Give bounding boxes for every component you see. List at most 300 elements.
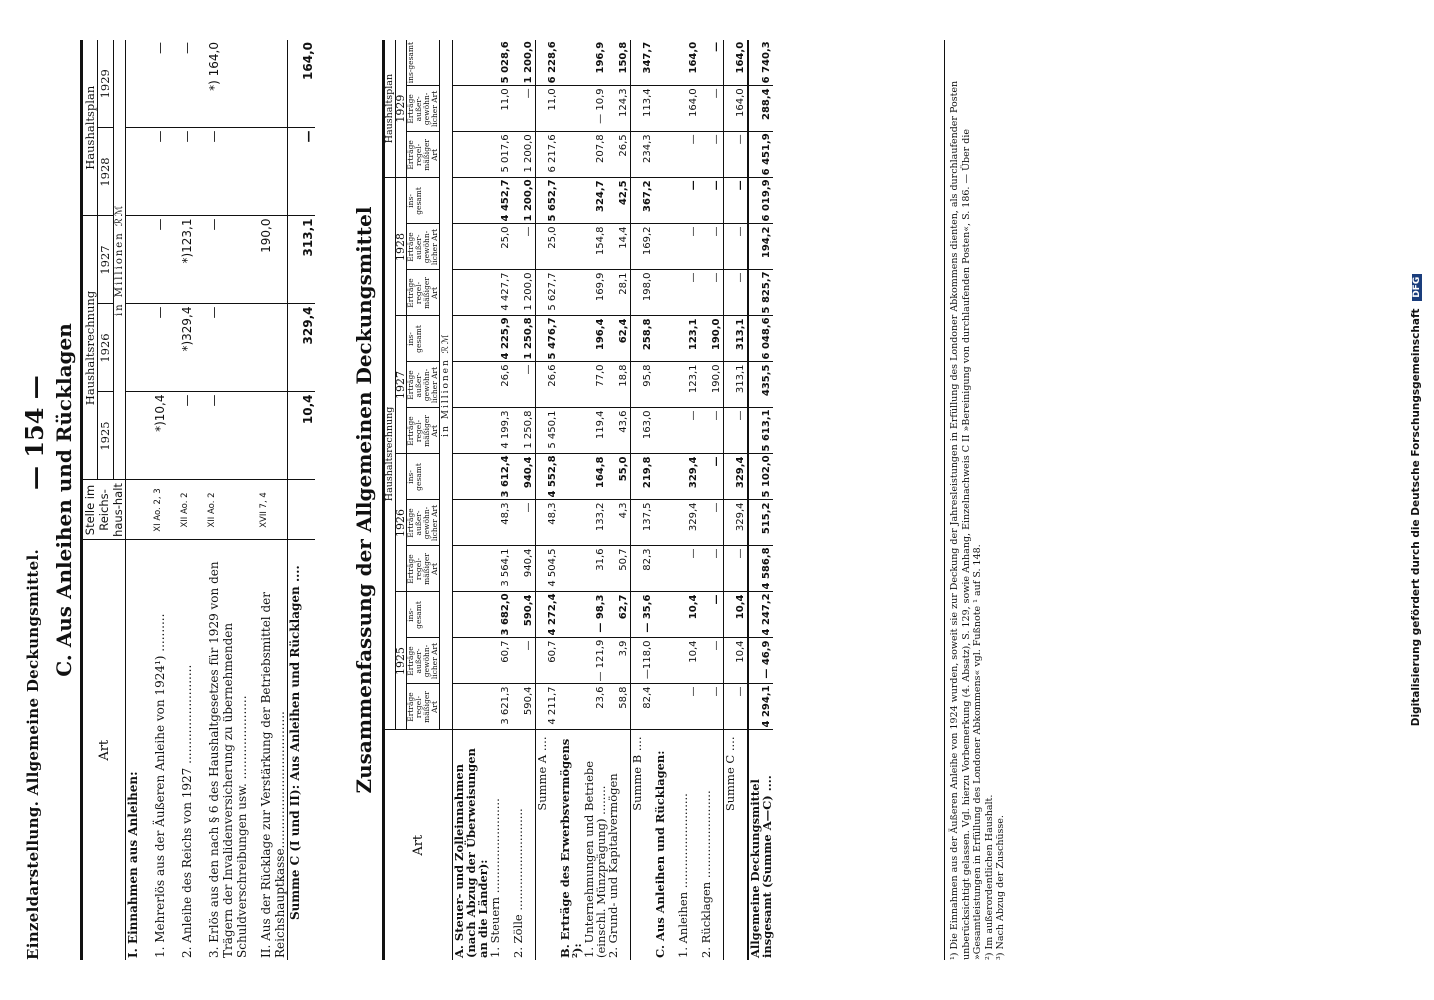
value-cell: —	[180, 392, 207, 480]
value-cell: —	[677, 178, 700, 224]
value-cell: —	[700, 40, 724, 86]
value-cell	[453, 316, 490, 362]
subhead: Erträge regel-mäßiger Art	[407, 132, 440, 178]
row-label: 2. Rücklagen ........................	[699, 790, 713, 958]
value-cell: —	[700, 546, 724, 592]
value-cell: 1 200,0	[512, 132, 536, 178]
value-cell: 55,0	[607, 454, 631, 500]
table-row	[654, 40, 677, 960]
subhead: Erträge regel-mäßiger Art	[407, 408, 440, 454]
group-haushaltsrechnung: Haushaltsrechnung	[82, 216, 98, 480]
value-cell	[654, 132, 677, 178]
value-cell: 82,3	[631, 546, 655, 592]
year-1926: 1926	[396, 454, 407, 592]
footnotes	[944, 40, 1007, 960]
table-row	[700, 40, 724, 960]
value-cell: 95,8	[631, 362, 655, 408]
section-c-table	[80, 40, 315, 960]
value-cell: 329,4	[677, 500, 700, 546]
value-cell: 82,4	[631, 684, 655, 730]
value-cell: —	[677, 270, 700, 316]
value-cell	[654, 684, 677, 730]
value-cell	[654, 178, 677, 224]
value-cell: —	[700, 592, 724, 638]
value-cell	[126, 392, 154, 480]
value-cell: 10,4	[724, 592, 749, 638]
row-label: Summe C ....	[723, 736, 737, 812]
value-cell: 198,0	[631, 270, 655, 316]
value-cell: —	[700, 178, 724, 224]
page-header	[20, 40, 50, 960]
value-cell	[559, 408, 583, 454]
value-cell: 329,4	[677, 454, 700, 500]
value-cell	[559, 86, 583, 132]
value-cell: 4 586,8	[748, 546, 773, 592]
value-cell: 26,6	[489, 362, 512, 408]
value-cell: 28,1	[607, 270, 631, 316]
table-row	[288, 40, 316, 960]
value-cell: 18,8	[607, 362, 631, 408]
year-1929: 1929	[396, 40, 407, 178]
subhead: Erträge außer-gewöhn-licher Art	[407, 362, 440, 408]
row-label: I. Einnahmen aus Anleihen:	[126, 771, 140, 958]
value-cell	[654, 40, 677, 86]
value-cell	[453, 178, 490, 224]
value-cell: 5 017,6	[489, 132, 512, 178]
value-cell	[654, 500, 677, 546]
value-cell: 329,4	[724, 454, 749, 500]
value-cell	[453, 592, 490, 638]
value-cell: 1 200,0	[512, 178, 536, 224]
year-1929: 1929	[98, 40, 113, 128]
value-cell: 164,0	[677, 40, 700, 86]
summary-title: Zusammenfassung der Allgemeinen Deckungsmittel	[352, 206, 376, 794]
value-cell: —	[153, 304, 180, 392]
value-cell: —	[724, 132, 749, 178]
value-cell: 1 250,8	[512, 316, 536, 362]
value-cell: —	[700, 684, 724, 730]
value-cell: 4 247,2	[748, 592, 773, 638]
value-cell: 4 272,4	[536, 592, 560, 638]
value-cell: —	[677, 408, 700, 454]
value-cell: 234,3	[631, 132, 655, 178]
value-cell: 48,3	[489, 500, 512, 546]
value-cell	[259, 392, 288, 480]
value-cell: —	[724, 178, 749, 224]
value-cell: 26,6	[536, 362, 560, 408]
value-cell: 367,2	[631, 178, 655, 224]
value-cell	[453, 40, 490, 86]
value-cell: 5 102,0	[748, 454, 773, 500]
value-cell: 137,5	[631, 500, 655, 546]
dfg-logo: DFG	[1412, 274, 1422, 301]
value-cell: 113,4	[631, 86, 655, 132]
value-cell: 4 427,7	[489, 270, 512, 316]
value-cell: —	[512, 638, 536, 684]
value-cell	[453, 684, 490, 730]
unit-label: in Millionen ℛℳ	[113, 40, 125, 480]
value-cell	[559, 500, 583, 546]
value-cell: 10,4	[288, 392, 316, 480]
year-1928: 1928	[98, 128, 113, 216]
value-cell: —	[207, 128, 259, 216]
value-cell: —	[677, 684, 700, 730]
subhead: Erträge außer-gewöhn-licher Art	[407, 86, 440, 132]
value-cell	[453, 224, 490, 270]
value-cell	[559, 270, 583, 316]
value-cell: 4 211,7	[536, 684, 560, 730]
value-cell: 5 028,6	[489, 40, 512, 86]
running-head: Einzeldarstellung. Allgemeine Deckungsmittel.	[24, 548, 42, 960]
value-cell: 313,1	[288, 216, 316, 304]
value-cell: 11,0	[489, 86, 512, 132]
value-cell: 940,4	[512, 546, 536, 592]
value-cell: — 46,9	[748, 638, 773, 684]
value-cell: 43,6	[607, 408, 631, 454]
value-cell: 50,7	[607, 546, 631, 592]
value-cell: 190,0	[259, 216, 288, 304]
value-cell	[654, 408, 677, 454]
value-cell	[559, 132, 583, 178]
year-1927: 1927	[396, 316, 407, 454]
row-label: 3. Erlös aus den nach § 6 des Haushaltgesetzes für 1929 von den Trägern der Invalidenversicherung zu übernehmenden Schuldverschreibungen usw. ......................	[207, 561, 249, 958]
value-cell: —	[180, 128, 207, 216]
row-label: B. Erträge des Erwerbsvermögens ²):	[558, 738, 584, 958]
value-cell: 1 200,0	[512, 270, 536, 316]
row-label: Allgemeine Deckungsmittel insgesamt (Summe A—C) ....	[748, 775, 774, 958]
value-cell: 4 504,5	[536, 546, 560, 592]
value-cell: 590,4	[512, 684, 536, 730]
value-cell	[259, 128, 288, 216]
value-cell: —	[288, 128, 316, 216]
value-cell: *)123,1	[180, 216, 207, 304]
value-cell: 6 228,6	[536, 40, 560, 86]
value-cell	[559, 224, 583, 270]
value-cell: 58,8	[607, 684, 631, 730]
value-cell: 119,4	[583, 408, 607, 454]
row-label: 1. Unternehmungen und Betriebe (einschl. Münzprägung) ........	[582, 760, 608, 958]
value-cell: 26,5	[607, 132, 631, 178]
value-cell	[559, 684, 583, 730]
value-cell: 1 250,8	[512, 408, 536, 454]
value-cell: 62,7	[607, 592, 631, 638]
value-cell: 6 740,3	[748, 40, 773, 86]
table-row	[536, 40, 560, 960]
row-label: 1. Anleihen ..........................	[676, 793, 690, 958]
value-cell: — 10,9	[583, 86, 607, 132]
value-cell	[453, 132, 490, 178]
value-cell: —	[700, 132, 724, 178]
value-cell: —	[512, 86, 536, 132]
value-cell: 164,8	[583, 454, 607, 500]
value-cell: 207,8	[583, 132, 607, 178]
table-row	[126, 40, 154, 960]
value-cell	[453, 638, 490, 684]
value-cell: 6 048,6	[748, 316, 773, 362]
value-cell: 329,4	[288, 304, 316, 392]
subhead: Erträge regel-mäßiger Art	[407, 546, 440, 592]
row-label: 2. Anleihe des Reichs von 1927 ..........................	[180, 664, 194, 958]
year-1925: 1925	[396, 592, 407, 730]
row-stelle	[288, 480, 316, 540]
value-cell: —	[512, 224, 536, 270]
value-cell: 150,8	[607, 40, 631, 86]
subhead: Erträge außer-gewöhn-licher Art	[407, 500, 440, 546]
value-cell	[126, 40, 154, 128]
value-cell: *) 164,0	[207, 40, 259, 128]
value-cell: —	[724, 546, 749, 592]
value-cell	[453, 270, 490, 316]
value-cell: 60,7	[536, 638, 560, 684]
subhead: Erträge außer-gewöhn-licher Art	[407, 224, 440, 270]
table-row	[453, 40, 490, 960]
value-cell	[559, 592, 583, 638]
value-cell: 3 612,4	[489, 454, 512, 500]
col-art: Art	[82, 540, 126, 960]
table-row	[583, 40, 607, 960]
value-cell	[259, 40, 288, 128]
value-cell: 4 552,8	[536, 454, 560, 500]
footnote: ¹) Die Einnahmen aus der Äußeren Anleihe von 1924 wurden, soweit sie zur Deckung der Jahresleistungen in Erfüllung des Londoner Abkommens dienten, als durchlaufender Posten unberücksichtigt gelassen. Vgl. hierzu Vorbemerkung (4. Absatz), S. 129, sowie Anhang, Einzelnachweis C II »Bereinigung von durchlaufenden Posten«, S. 186. — Über die »Gesamtleistungen in Erfüllung des Londoner Abkommens« vgl. Fußnote ¹ auf S. 148.	[949, 80, 983, 960]
value-cell	[126, 216, 154, 304]
value-cell: — 98,3	[583, 592, 607, 638]
value-cell: —	[512, 362, 536, 408]
value-cell: 163,0	[631, 408, 655, 454]
value-cell: 48,3	[536, 500, 560, 546]
table-row	[559, 40, 583, 960]
value-cell: 11,0	[536, 86, 560, 132]
table-row	[259, 40, 288, 960]
value-cell	[654, 546, 677, 592]
value-cell: —	[207, 392, 259, 480]
table-row	[180, 40, 207, 960]
value-cell: 3 564,1	[489, 546, 512, 592]
value-cell: 435,5	[748, 362, 773, 408]
value-cell: 23,6	[583, 684, 607, 730]
value-cell: 190,0	[700, 316, 724, 362]
value-cell: —	[724, 684, 749, 730]
value-cell: 124,3	[607, 86, 631, 132]
row-stelle	[126, 480, 154, 540]
value-cell: 4 225,9	[489, 316, 512, 362]
value-cell: 4 199,3	[489, 408, 512, 454]
value-cell: 10,4	[677, 638, 700, 684]
value-cell: 6 451,9	[748, 132, 773, 178]
row-stelle: XVII 7, 4	[259, 480, 288, 540]
value-cell	[654, 592, 677, 638]
value-cell	[453, 500, 490, 546]
value-cell	[453, 408, 490, 454]
subhead: ins-gesamt	[407, 178, 440, 224]
row-label: Summe B ....	[630, 736, 644, 811]
row-stelle: XII Ao. 2	[207, 480, 259, 540]
value-cell: 31,6	[583, 546, 607, 592]
value-cell: 5 825,7	[748, 270, 773, 316]
value-cell: 25,0	[489, 224, 512, 270]
value-cell: 196,9	[583, 40, 607, 86]
value-cell: 164,0	[724, 86, 749, 132]
value-cell: 25,0	[536, 224, 560, 270]
value-cell: 196,4	[583, 316, 607, 362]
value-cell: — 35,6	[631, 592, 655, 638]
row-label: 1. Mehrerlös aus der Äußeren Anleihe von 1924¹) ..........	[153, 613, 167, 958]
value-cell: 164,0	[677, 86, 700, 132]
value-cell: 313,1	[724, 316, 749, 362]
value-cell: —	[700, 224, 724, 270]
value-cell: 62,4	[607, 316, 631, 362]
row-label: 2. Grund- und Kapitalvermögen	[606, 773, 620, 958]
value-cell	[654, 316, 677, 362]
footnote: ³) Nach Abzug der Zuschüsse.	[995, 815, 1006, 960]
value-cell	[453, 362, 490, 408]
value-cell: —	[677, 546, 700, 592]
subhead: ins-gesamt	[407, 454, 440, 500]
subhead: ins-gesamt	[407, 40, 440, 86]
value-cell: —	[700, 270, 724, 316]
value-cell	[654, 454, 677, 500]
value-cell: 60,7	[489, 638, 512, 684]
value-cell: 10,4	[724, 638, 749, 684]
value-cell: 590,4	[512, 592, 536, 638]
value-cell: 164,0	[288, 40, 316, 128]
value-cell: 3 621,3	[489, 684, 512, 730]
value-cell	[559, 362, 583, 408]
year-1926: 1926	[98, 304, 113, 392]
value-cell: —	[700, 638, 724, 684]
value-cell: 347,7	[631, 40, 655, 86]
page-number: — 154 —	[20, 375, 49, 490]
year-1928: 1928	[396, 178, 407, 316]
subhead: Erträge außer-gewöhn-licher Art	[407, 638, 440, 684]
value-cell: 258,8	[631, 316, 655, 362]
row-label: 2. Zölle ............................	[511, 808, 525, 958]
value-cell: 4,3	[607, 500, 631, 546]
value-cell	[126, 128, 154, 216]
value-cell: 313,1	[724, 362, 749, 408]
table-row	[207, 40, 259, 960]
section-c-title: C. Aus Anleihen und Rücklagen	[52, 323, 76, 677]
value-cell: —	[700, 408, 724, 454]
value-cell: 329,4	[724, 500, 749, 546]
value-cell: 169,9	[583, 270, 607, 316]
footnote: ²) Im außerordentlichen Haushalt.	[983, 794, 995, 960]
value-cell: —	[700, 500, 724, 546]
value-cell	[126, 304, 154, 392]
value-cell: 42,5	[607, 178, 631, 224]
value-cell: 169,2	[631, 224, 655, 270]
value-cell: 288,4	[748, 86, 773, 132]
value-cell	[559, 316, 583, 362]
value-cell: —118,0	[631, 638, 655, 684]
value-cell: *)10,4	[153, 392, 180, 480]
row-label: C. Aus Anleihen und Rücklagen:	[653, 750, 667, 958]
value-cell: 940,4	[512, 454, 536, 500]
group-haushaltsplan: Haushaltsplan	[384, 40, 396, 178]
value-cell: —	[207, 304, 259, 392]
value-cell: 6 019,9	[748, 178, 773, 224]
value-cell: —	[512, 500, 536, 546]
col-stelle: Stelle im Reichs-haus-halt	[82, 480, 126, 540]
col-art: Art	[384, 730, 453, 960]
value-cell: —	[700, 86, 724, 132]
table-row	[607, 40, 631, 960]
subhead: Erträge regel-mäßiger Art	[407, 270, 440, 316]
value-cell	[453, 546, 490, 592]
summary-table	[382, 40, 773, 960]
value-cell: *)329,4	[180, 304, 207, 392]
value-cell: —	[724, 224, 749, 270]
value-cell: 3 682,0	[489, 592, 512, 638]
group-haushaltsplan: Haushaltsplan	[82, 40, 98, 216]
value-cell: —	[180, 40, 207, 128]
value-cell	[559, 546, 583, 592]
value-cell: —	[677, 224, 700, 270]
value-cell	[654, 224, 677, 270]
table-row	[489, 40, 512, 960]
value-cell: 5 652,7	[536, 178, 560, 224]
value-cell: 515,2	[748, 500, 773, 546]
value-cell	[559, 454, 583, 500]
value-cell: 123,1	[677, 362, 700, 408]
footer-text: Digitalisierung gefördert durch die Deutsche Forschungsgemeinschaft	[1410, 308, 1422, 727]
value-cell	[559, 40, 583, 86]
row-label: Summe C (I und II): Aus Anleihen und Rücklagen ....	[288, 565, 302, 920]
value-cell: 324,7	[583, 178, 607, 224]
value-cell	[559, 178, 583, 224]
value-cell: 4 294,1	[748, 684, 773, 730]
value-cell: 133,2	[583, 500, 607, 546]
row-stelle: XII Ao. 2	[180, 480, 207, 540]
value-cell: 5 450,1	[536, 408, 560, 454]
value-cell: 4 452,7	[489, 178, 512, 224]
value-cell: —	[153, 216, 180, 304]
value-cell	[453, 454, 490, 500]
table-row	[748, 40, 773, 960]
value-cell: —	[153, 40, 180, 128]
row-label: Summe A ....	[535, 736, 549, 811]
value-cell	[259, 304, 288, 392]
value-cell: 77,0	[583, 362, 607, 408]
value-cell	[559, 638, 583, 684]
table-row	[153, 40, 180, 960]
value-cell: 10,4	[677, 592, 700, 638]
value-cell: 5 476,7	[536, 316, 560, 362]
value-cell: —	[153, 128, 180, 216]
value-cell: 123,1	[677, 316, 700, 362]
row-stelle: XI Ao. 2, 3	[153, 480, 180, 540]
value-cell: —	[677, 132, 700, 178]
subhead: ins-gesamt	[407, 316, 440, 362]
value-cell	[453, 86, 490, 132]
value-cell: —	[724, 270, 749, 316]
value-cell: —	[724, 408, 749, 454]
value-cell: 5 627,7	[536, 270, 560, 316]
value-cell	[654, 86, 677, 132]
value-cell	[654, 362, 677, 408]
group-haushaltsrechnung: Haushaltsrechnung	[384, 178, 396, 730]
value-cell: 154,8	[583, 224, 607, 270]
value-cell: — 121,9	[583, 638, 607, 684]
subhead: Erträge regel-mäßiger Art	[407, 684, 440, 730]
row-label: 1. Steuern ..........................	[488, 798, 502, 958]
value-cell	[654, 638, 677, 684]
value-cell: 3,9	[607, 638, 631, 684]
table-row	[631, 40, 655, 960]
row-label: II. Aus der Rücklage zur Verstärkung der Betriebsmittel der Reichshauptkasse....................................	[259, 592, 287, 958]
year-1927: 1927	[98, 216, 113, 304]
digitization-footer	[1410, 0, 1422, 1000]
value-cell: 1 200,0	[512, 40, 536, 86]
